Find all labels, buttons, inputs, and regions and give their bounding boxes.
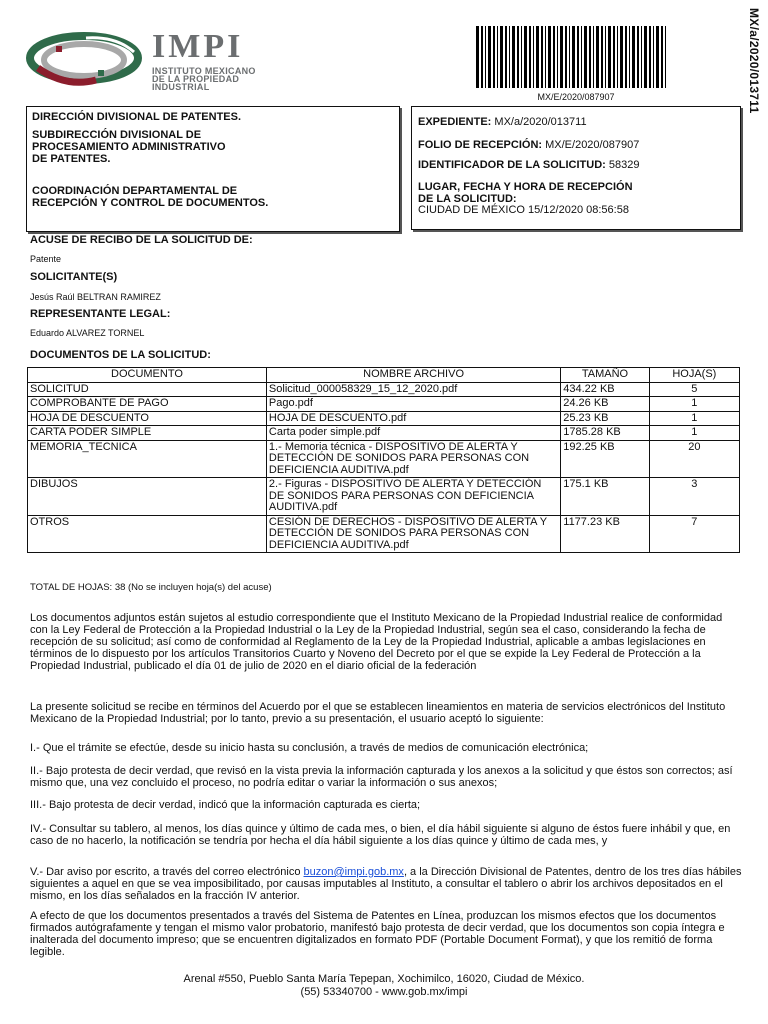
barcode xyxy=(476,26,668,88)
barcode-bar xyxy=(608,26,611,88)
item-v: V.- Dar aviso por escrito, a través del correo electrónico buzon@impi.gob.mx, a la Dirección Divisional de Patentes, dentro de los tres días hábiles siguientes a aquel en que se vea imposibilitado, por causas imputables al Instituto, a consultar el tablero o abrir los archivos depositados en el mismo, en los días señalados en la fracción IV anterior. xyxy=(30,866,742,902)
table-header-row xyxy=(28,368,740,383)
barcode-bar xyxy=(641,26,642,88)
column-header: TAMAÑO xyxy=(561,368,649,383)
table-cell: Pago.pdf xyxy=(266,397,560,412)
table-cell: 3 xyxy=(649,478,739,516)
item-ii: II.- Bajo protesta de decir verdad, que revisó en la vista previa la información capturada y los anexos a la solicitud y que éstos son correctos; así mismo que, una vez concluido el proceso, no podría editar o variar la información o sus anexos; xyxy=(30,765,733,789)
table-cell: OTROS xyxy=(28,515,267,553)
table-cell: 1785.28 KB xyxy=(561,426,649,441)
barcode-bar xyxy=(620,26,623,88)
item-i: I.- Que el trámite se efectúe, desde su inicio hasta su conclusión, a través de medios de comunicación electrónica; xyxy=(30,742,589,754)
office-line-subdireccion-c: DE PATENTES. xyxy=(32,153,111,165)
table-cell: 1 xyxy=(649,397,739,412)
table-cell: 434.22 KB xyxy=(561,382,649,397)
impi-logo-icon xyxy=(26,28,144,90)
table-row xyxy=(28,440,740,478)
issuing-office-box xyxy=(26,106,400,232)
barcode-bar xyxy=(536,26,539,88)
office-line-direccion: DIRECCIÓN DIVISIONAL DE PATENTES. xyxy=(32,111,242,123)
vertical-expediente-id: MX/a/2020/013711 xyxy=(747,8,761,114)
table-cell: COMPROBANTE DE PAGO xyxy=(28,397,267,412)
barcode-bar xyxy=(505,26,507,88)
paragraph-estudio: Los documentos adjuntos están sujetos al estudio correspondiente que el Instituto Mexicano de la Propiedad Industrial realice de conformidad con la Ley Federal de Protección a la Propiedad Industrial o la Ley de la Propiedad Industrial, según sea el caso, considerando la fecha de recepción de su solicitud; así como de conformidad al Reglamento de la Ley de la Propiedad Industrial, aplicable a ambas legislaciones en términos de lo dispuesto por los artículos Transitorios Cuarto y Noveno del Decreto por el que se expide la Ley Federal de Protección a la Propiedad Industrial, publicado el día 01 de julio de 2020 en el diario oficial de la federación xyxy=(30,612,723,672)
footer-address: Arenal #550, Pueblo Santa María Tepepan, Xochimilco, 16020, Ciudad de México. xyxy=(183,973,585,985)
lugar-value: CIUDAD DE MÉXICO 15/12/2020 08:56:58 xyxy=(418,204,629,216)
table-row xyxy=(28,382,740,397)
barcode-bar xyxy=(488,26,491,88)
barcode-bar xyxy=(596,26,599,88)
barcode-bar xyxy=(577,26,579,88)
barcode-bar xyxy=(517,26,519,88)
table-cell: CESIÓN DE DERECHOS - DISPOSITIVO DE ALERTA Y DETECCIÓN DE SONIDOS PARA PERSONAS CON DEFICIENCIA AUDITIVA.pdf xyxy=(266,515,560,553)
column-header: NOMBRE ARCHIVO xyxy=(266,368,560,383)
paragraph-efectos: A efecto de que los documentos presentados a través del Sistema de Patentes en Línea, produzcan los mismos efectos que los documentos firmados autógrafamente y tengan el mismo valor probatorio, manifestó bajo protesta de decir verdad, que los documentos son copia íntegra e inalterada del documento impreso; que se encuentren digitalizados en formato PDF (Portable Document Format), y que los remitió de forma legible. xyxy=(30,910,725,958)
barcode-bar xyxy=(584,26,587,88)
table-cell: 1177.23 KB xyxy=(561,515,649,553)
barcode-bar xyxy=(529,26,531,88)
office-line-coordinacion-a: COORDINACIÓN DEPARTAMENTAL DE xyxy=(32,185,238,197)
solicitante-value: Jesús Raúl BELTRAN RAMIREZ xyxy=(30,292,161,302)
expediente-line: EXPEDIENTE: MX/a/2020/013711 xyxy=(418,116,587,128)
barcode-bar xyxy=(500,26,503,88)
barcode-bar xyxy=(524,26,527,88)
table-cell: SOLICITUD xyxy=(28,382,267,397)
table-cell: HOJA DE DESCUENTO.pdf xyxy=(266,411,560,426)
barcode-bar xyxy=(661,26,663,88)
table-cell: 1 xyxy=(649,426,739,441)
barcode-bar xyxy=(548,26,551,88)
acuse-heading: ACUSE DE RECIBO DE LA SOLICITUD DE: xyxy=(30,234,253,246)
office-line-subdireccion-b: PROCESAMIENTO ADMINISTRATIVO xyxy=(32,141,226,153)
barcode-bar xyxy=(617,26,618,88)
lugar-label-a: LUGAR, FECHA Y HORA DE RECEPCIÓN xyxy=(418,181,633,193)
table-row xyxy=(28,515,740,553)
footer-contact: (55) 53340700 - www.gob.mx/impi xyxy=(300,986,468,998)
barcode-bar xyxy=(533,26,534,88)
identificador-line: IDENTIFICADOR DE LA SOLICITUD: 58329 xyxy=(418,159,640,171)
representante-value: Eduardo ALVAREZ TORNEL xyxy=(30,328,145,338)
office-line-subdireccion-a: SUBDIRECCIÓN DIVISIONAL DE xyxy=(32,129,202,141)
table-row xyxy=(28,397,740,412)
table-cell: MEMORIA_TECNICA xyxy=(28,440,267,478)
barcode-bar xyxy=(625,26,627,88)
paragraph-acuerdo: La presente solicitud se recibe en términos del Acuerdo por el que se establecen lineamientos en materia de servicios electrónicos del Instituto Mexicano de la Propiedad Industrial; por lo tanto, previo a su presentación, el usuario aceptó lo siguiente: xyxy=(30,701,726,725)
barcode-bar xyxy=(632,26,635,88)
table-cell: DIBUJOS xyxy=(28,478,267,516)
barcode-bar xyxy=(476,26,479,88)
email-link[interactable]: buzon@impi.gob.mx xyxy=(303,866,404,878)
table-cell: 192.25 KB xyxy=(561,440,649,478)
barcode-bar xyxy=(557,26,558,88)
table-row xyxy=(28,426,740,441)
barcode-bar xyxy=(569,26,570,88)
barcode-bar xyxy=(545,26,546,88)
barcode-bar xyxy=(589,26,591,88)
barcode-bar xyxy=(581,26,582,88)
acuse-value: Patente xyxy=(30,254,62,264)
barcode-bar xyxy=(572,26,575,88)
table-cell: 20 xyxy=(649,440,739,478)
table-row xyxy=(28,411,740,426)
table-cell: 7 xyxy=(649,515,739,553)
table-cell: 2.- Figuras - DISPOSITIVO DE ALERTA Y DETECCIÓN DE SONIDOS PARA PERSONAS CON DEFICIENCIA AUDITIVA.pdf xyxy=(266,478,560,516)
table-cell: 175.1 KB xyxy=(561,478,649,516)
table-row xyxy=(28,478,740,516)
filing-info-box xyxy=(411,106,741,230)
barcode-bar xyxy=(637,26,639,88)
documentos-heading: DOCUMENTOS DE LA SOLICITUD: xyxy=(30,349,211,361)
total-hojas: TOTAL DE HOJAS: 38 (No se incluyen hoja(s) del acuse) xyxy=(30,582,272,593)
table-cell: HOJA DE DESCUENTO xyxy=(28,411,267,426)
documents-table xyxy=(27,367,740,553)
table-cell: 25.23 KB xyxy=(561,411,649,426)
table-cell: Carta poder simple.pdf xyxy=(266,426,560,441)
barcode-bar xyxy=(497,26,498,88)
office-line-coordinacion-b: RECEPCIÓN Y CONTROL DE DOCUMENTOS. xyxy=(32,197,269,209)
barcode-bar xyxy=(605,26,606,88)
representante-heading: REPRESENTANTE LEGAL: xyxy=(30,308,171,320)
barcode-bar xyxy=(653,26,654,88)
table-cell: CARTA PODER SIMPLE xyxy=(28,426,267,441)
column-header: DOCUMENTO xyxy=(28,368,267,383)
table-cell: Solicitud_000058329_15_12_2020.pdf xyxy=(266,382,560,397)
solicitante-heading: SOLICITANTE(S) xyxy=(30,271,118,283)
logo-wordmark: IMPI xyxy=(152,28,244,65)
table-cell: 1.- Memoria técnica - DISPOSITIVO DE ALERTA Y DETECCIÓN DE SONIDOS PARA PERSONAS CON DEFICIENCIA AUDITIVA.pdf xyxy=(266,440,560,478)
barcode-bar xyxy=(493,26,495,88)
barcode-bar xyxy=(665,26,666,88)
barcode-bar xyxy=(565,26,567,88)
item-iv: IV.- Consultar su tablero, al menos, los días quince y último de cada mes, o bien, el día hábil siguiente si alguno de éstos fuere inhábil y que, en caso de no hacerlo, la notificación se tendría por hecha el día hábil siguiente a los días quince y último de cada mes, y xyxy=(30,823,731,847)
lugar-label-b: DE LA SOLICITUD: xyxy=(418,193,517,205)
table-cell: 1 xyxy=(649,411,739,426)
barcode-bar xyxy=(656,26,659,88)
column-header: HOJA(S) xyxy=(649,368,739,383)
barcode-number: MX/E/2020/087907 xyxy=(537,92,615,102)
table-cell: 24.26 KB xyxy=(561,397,649,412)
barcode-bar xyxy=(629,26,630,88)
barcode-bar xyxy=(644,26,647,88)
barcode-bar xyxy=(560,26,563,88)
barcode-bar xyxy=(541,26,543,88)
barcode-bar xyxy=(509,26,510,88)
table-cell: 5 xyxy=(649,382,739,397)
folio-line: FOLIO DE RECEPCIÓN: MX/E/2020/087907 xyxy=(418,139,640,151)
barcode-bar xyxy=(481,26,483,88)
barcode-bar xyxy=(553,26,555,88)
barcode-bar xyxy=(593,26,594,88)
barcode-bar xyxy=(601,26,603,88)
barcode-bar xyxy=(485,26,486,88)
item-iii: III.- Bajo protesta de decir verdad, indicó que la información capturada es cierta; xyxy=(30,799,421,811)
barcode-bar xyxy=(521,26,522,88)
barcode-bar xyxy=(649,26,651,88)
logo-subtitle: INSTITUTO MEXICANO DE LA PROPIEDAD INDUSTRIAL xyxy=(152,66,256,92)
barcode-bar xyxy=(512,26,515,88)
barcode-bar xyxy=(613,26,615,88)
